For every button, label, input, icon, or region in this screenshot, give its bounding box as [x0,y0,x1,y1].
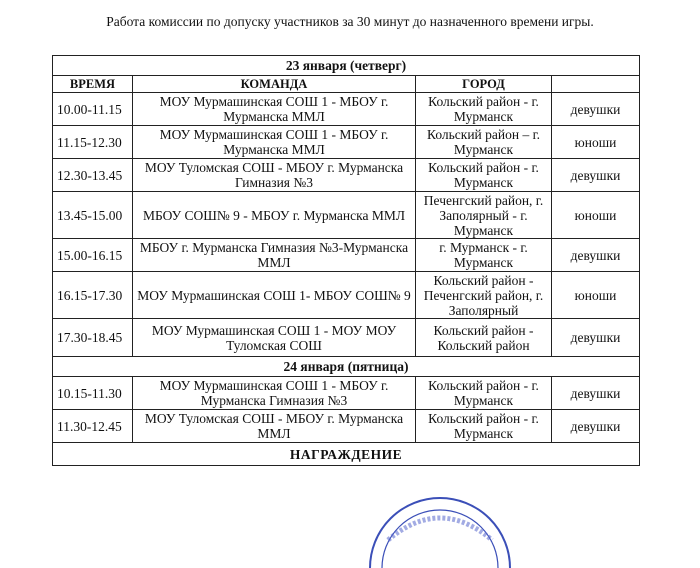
time-cell: 11.15-12.30 [53,126,133,159]
table-row [53,410,640,443]
table-row [53,126,640,159]
col-team: КОМАНДА [133,76,416,93]
group-cell: юноши [552,272,640,319]
table-row [53,272,640,319]
team-cell: МОУ Туломская СОШ - МБОУ г. Мурманска Гимназия №3 [133,159,416,192]
table-row [53,159,640,192]
col-group [552,76,640,93]
header-note: Работа комиссии по допуску участников за 30 минут до назначенного времени игры. [106,14,594,29]
col-city: ГОРОД [416,76,552,93]
city-cell: Кольский район - г. Мурманск [416,410,552,443]
group-cell: девушки [552,159,640,192]
day1-title: 23 января (четверг) [53,56,640,76]
table-row [53,377,640,410]
time-cell: 16.15-17.30 [53,272,133,319]
group-cell: юноши [552,192,640,239]
city-cell: Кольский район - Печенгский район, г. Заполярный [416,272,552,319]
table-row [53,192,640,239]
group-cell: девушки [552,410,640,443]
schedule-table [52,55,640,466]
team-cell: МОУ Туломская СОШ - МБОУ г. Мурманска ММЛ [133,410,416,443]
team-cell: МОУ Мурмашинская СОШ 1 - МОУ МОУ Туломская СОШ [133,319,416,357]
team-cell: МОУ Мурмашинская СОШ 1- МБОУ СОШ№ 9 [133,272,416,319]
group-cell: девушки [552,93,640,126]
city-cell: Кольский район - г. Мурманск [416,93,552,126]
official-stamp-icon [360,488,520,568]
award-title: НАГРАЖДЕНИЕ [53,443,640,466]
group-cell: девушки [552,319,640,357]
team-cell: МБОУ г. Мурманска Гимназия №3-Мурманска ММЛ [133,239,416,272]
table-row [53,319,640,357]
day2-title: 24 января (пятница) [53,357,640,377]
group-cell: девушки [552,239,640,272]
city-cell: г. Мурманск - г. Мурманск [416,239,552,272]
time-cell: 12.30-13.45 [53,159,133,192]
group-cell: девушки [552,377,640,410]
time-cell: 11.30-12.45 [53,410,133,443]
table-row [53,93,640,126]
col-time: ВРЕМЯ [53,76,133,93]
team-cell: МОУ Мурмашинская СОШ 1 - МБОУ г. Мурманска Гимназия №3 [133,377,416,410]
team-cell: МОУ Мурмашинская СОШ 1 - МБОУ г. Мурманска ММЛ [133,93,416,126]
city-cell: Кольский район - Кольский район [416,319,552,357]
day-header-row [53,56,640,76]
city-cell: Кольский район – г. Мурманск [416,126,552,159]
team-cell: МОУ Мурмашинская СОШ 1 - МБОУ г. Мурманска ММЛ [133,126,416,159]
group-cell: юноши [552,126,640,159]
award-row [53,443,640,466]
city-cell: Печенгский район, г. Заполярный - г. Мурманск [416,192,552,239]
time-cell: 10.15-11.30 [53,377,133,410]
day-header-row [53,357,640,377]
time-cell: 17.30-18.45 [53,319,133,357]
team-cell: МБОУ СОШ№ 9 - МБОУ г. Мурманска ММЛ [133,192,416,239]
column-header-row [53,76,640,93]
time-cell: 13.45-15.00 [53,192,133,239]
time-cell: 10.00-11.15 [53,93,133,126]
time-cell: 15.00-16.15 [53,239,133,272]
table-row [53,239,640,272]
city-cell: Кольский район - г. Мурманск [416,377,552,410]
city-cell: Кольский район - г. Мурманск [416,159,552,192]
